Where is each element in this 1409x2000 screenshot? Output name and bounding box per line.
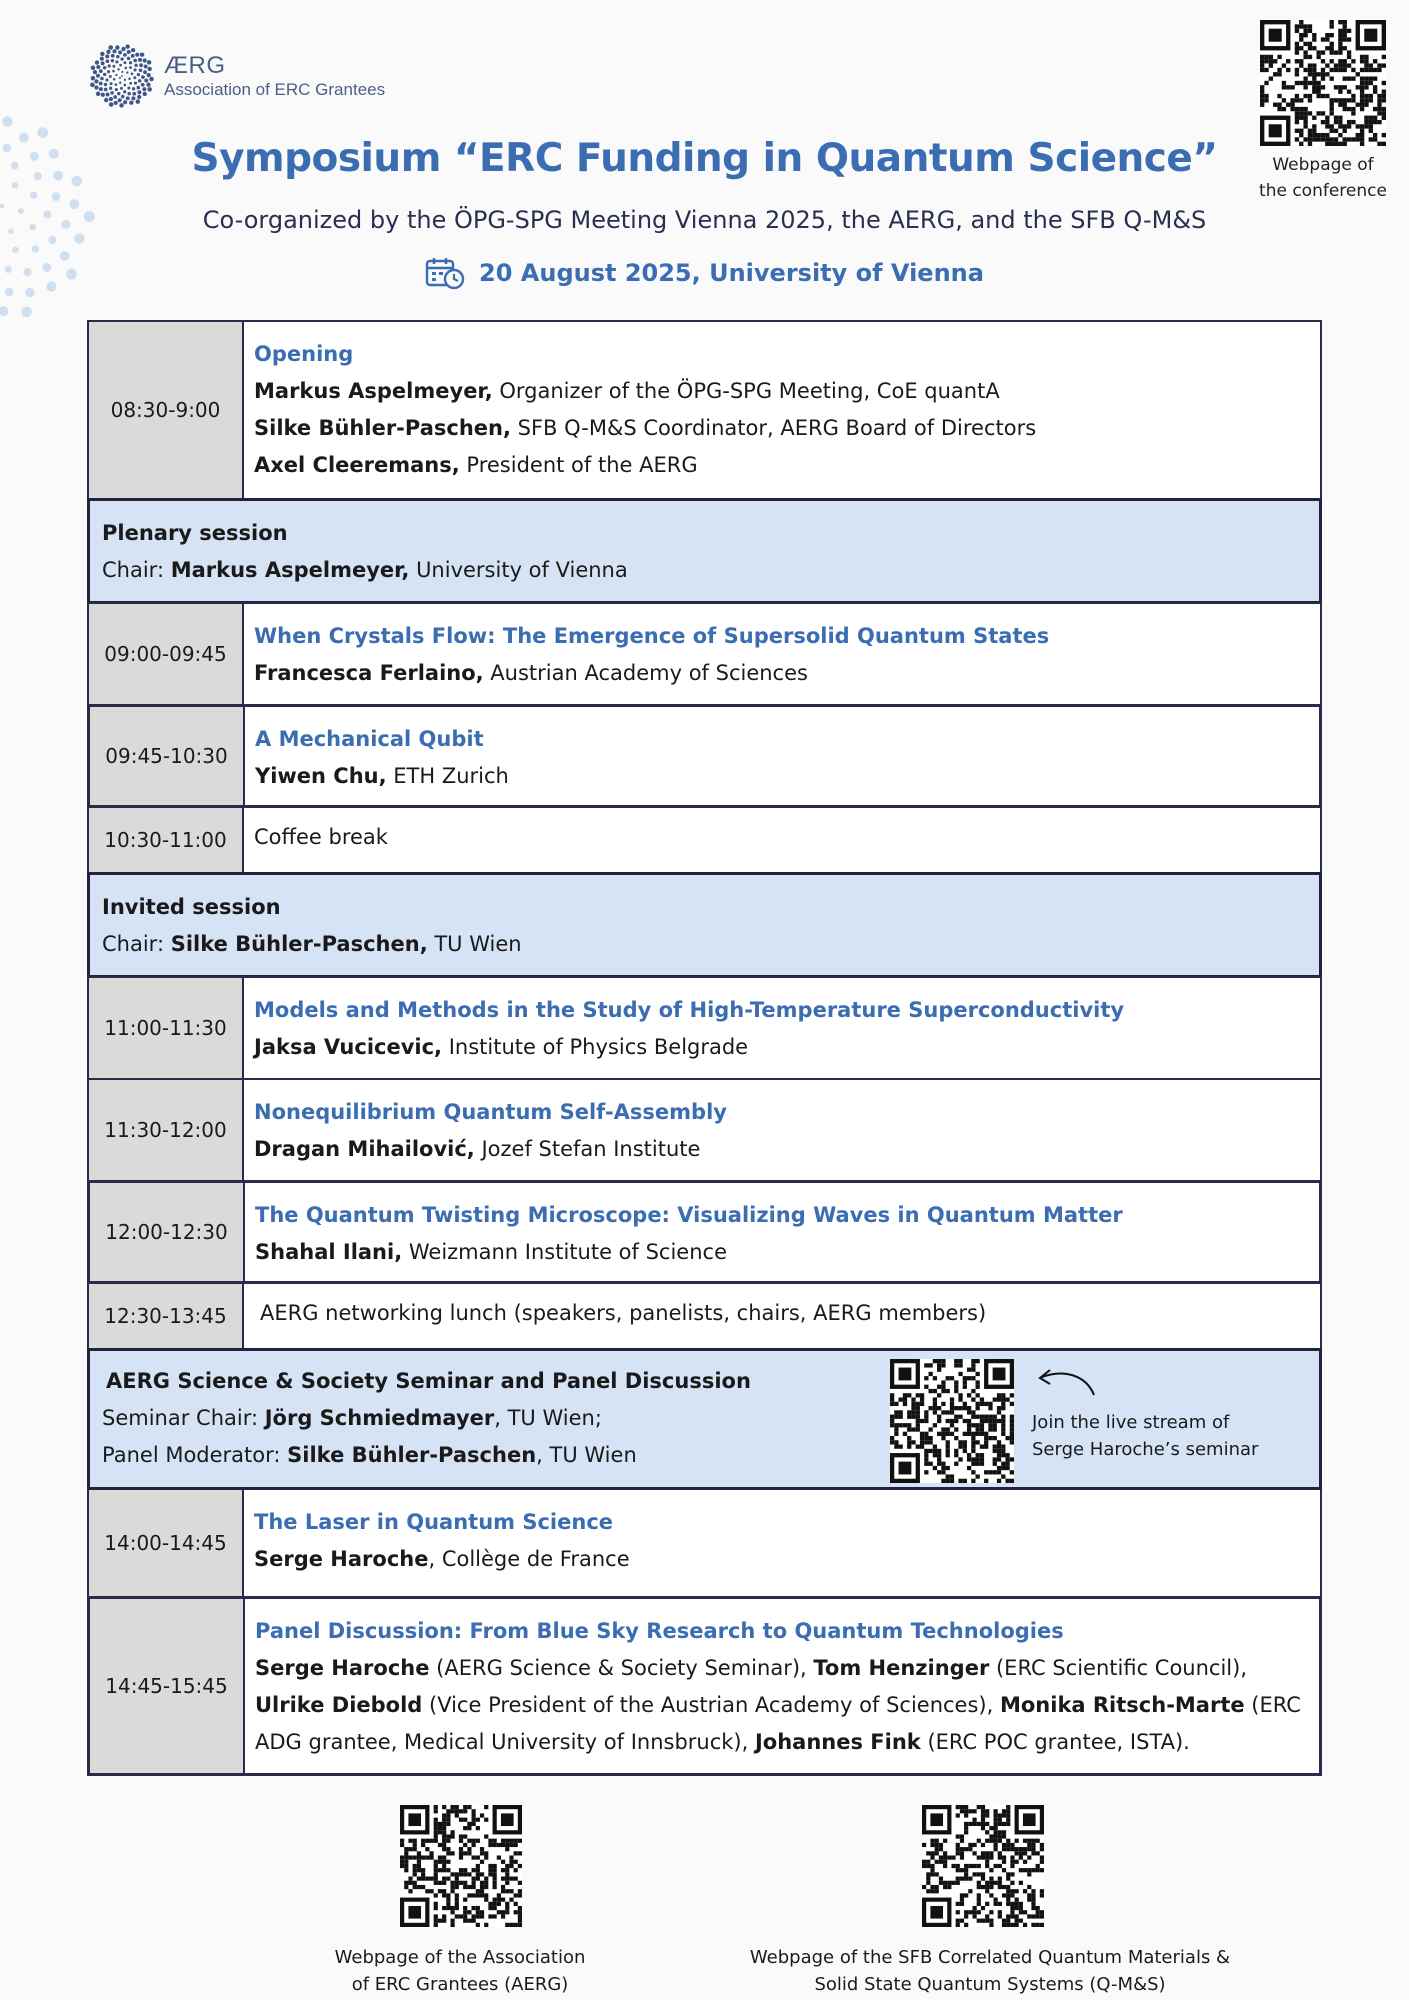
talk-row [87,1488,1322,1598]
coffee-break-row [87,806,1322,874]
talk-title: When Crystals Flow: The Emergence of Supersolid Quantum States [254,624,1050,648]
time-cell: 10:30-11:00 [89,808,244,872]
speaker-line: Axel Cleeremans, President of the AERG [254,453,698,477]
time-cell: 14:00-14:45 [89,1490,244,1596]
talk-title: Models and Methods in the Study of High-Temperature Superconductivity [254,998,1125,1022]
talk-row [87,1078,1322,1182]
time-cell: 12:00-12:30 [90,1183,245,1281]
aerg-qr-caption: Webpage of the Association of ERC Grantees (AERG) [334,1947,586,1995]
speaker-line: Silke Bühler-Paschen, SFB Q-M&S Coordinator, AERG Board of Directors [254,416,1037,440]
time-cell: 12:30-13:45 [89,1284,244,1348]
aerg-webpage-qr-code[interactable] [400,1805,522,1927]
speaker-line: Yiwen Chu, ETH Zurich [255,764,509,788]
time-cell: 08:30-9:00 [89,322,244,498]
panelists-text: Serge Haroche (AERG Science & Society Seminar), Tom Henzinger (ERC Scientific Council), Ulrike Diebold (Vice President of the Austrian Academy of Sciences), Monika Ritsch-Marte (ERC ADG grantee, Medical University of Innsbruck), Johannes Fink (ERC POC grantee, ISTA). [255,1656,1301,1754]
logo-subtitle: Association of ERC Grantees [164,80,386,100]
talk-row [87,1180,1322,1284]
talk-title: Opening [254,342,354,366]
live-stream-qr-code[interactable] [890,1359,1014,1483]
aerg-logo[interactable] [88,42,385,110]
session-title: AERG Science & Society Seminar and Panel Discussion [106,1369,751,1393]
logo-name: ÆRG [164,52,226,80]
lunch-row [87,1282,1322,1350]
break-text: AERG networking lunch (speakers, panelists, chairs, AERG members) [260,1301,987,1325]
calendar-clock-icon [425,256,465,290]
time-cell: 14:45-15:45 [90,1599,245,1773]
live-stream-caption: Join the live stream of Serge Haroche’s seminar [1032,1412,1259,1460]
talk-row [87,704,1322,808]
seminar-chair: Seminar Chair: Jörg Schmiedmayer, TU Wien; [102,1406,602,1430]
page-title: Symposium “ERC Funding in Quantum Science” [191,136,1218,181]
speaker-line: Markus Aspelmeyer, Organizer of the ÖPG-SPG Meeting, CoE quantA [254,379,1000,403]
aerg-logo-icon [88,42,156,110]
talk-title: Nonequilibrium Quantum Self-Assembly [254,1100,727,1124]
invited-session-header [87,872,1322,978]
panel-moderator: Panel Moderator: Silke Bühler-Paschen, TU Wien [102,1443,637,1467]
plenary-session-header [87,498,1322,604]
talk-row [87,976,1322,1080]
speaker-line: Serge Haroche, Collège de France [254,1547,630,1571]
talk-title: Panel Discussion: From Blue Sky Research to Quantum Technologies [255,1619,1064,1643]
conference-qr-code[interactable] [1260,20,1386,146]
time-cell: 09:45-10:30 [90,707,245,805]
session-title: Invited session [102,895,281,919]
talk-title: The Laser in Quantum Science [254,1510,614,1534]
talk-title: A Mechanical Qubit [255,727,484,751]
time-cell: 11:00-11:30 [89,978,244,1078]
time-cell: 11:30-12:00 [89,1080,244,1180]
session-chair: Chair: Silke Bühler-Paschen, TU Wien [102,932,522,956]
panel-row [87,1596,1322,1776]
session-title: Plenary session [102,521,288,545]
speaker-line: Dragan Mihailović, Jozef Stefan Institute [254,1137,701,1161]
conference-qr-caption: Webpage of the conference [1259,155,1387,202]
page-subtitle: Co-organized by the ÖPG-SPG Meeting Vienna 2025, the AERG, and the SFB Q-M&S [202,206,1207,234]
speaker-line: Shahal Ilani, Weizmann Institute of Science [255,1240,728,1264]
time-cell: 09:00-09:45 [89,604,244,704]
break-text: Coffee break [254,825,388,849]
sfb-webpage-qr-code[interactable] [922,1805,1044,1927]
sfb-qr-caption: Webpage of the SFB Correlated Quantum Materials & Solid State Quantum Systems (Q-M&S) [749,1947,1231,1995]
speaker-line: Francesca Ferlaino, Austrian Academy of Sciences [254,661,808,685]
talk-title: The Quantum Twisting Microscope: Visualizing Waves in Quantum Matter [255,1203,1123,1227]
curved-arrow-icon [1028,1363,1108,1403]
talk-row [87,602,1322,706]
opening-row [87,320,1322,500]
speaker-line: Jaksa Vucicevic, Institute of Physics Belgrade [254,1035,749,1059]
seminar-session-header [87,1348,1322,1490]
event-date: 20 August 2025, University of Vienna [0,256,1409,290]
schedule-table [87,322,1322,1776]
session-chair: Chair: Markus Aspelmeyer, University of Vienna [102,558,628,582]
